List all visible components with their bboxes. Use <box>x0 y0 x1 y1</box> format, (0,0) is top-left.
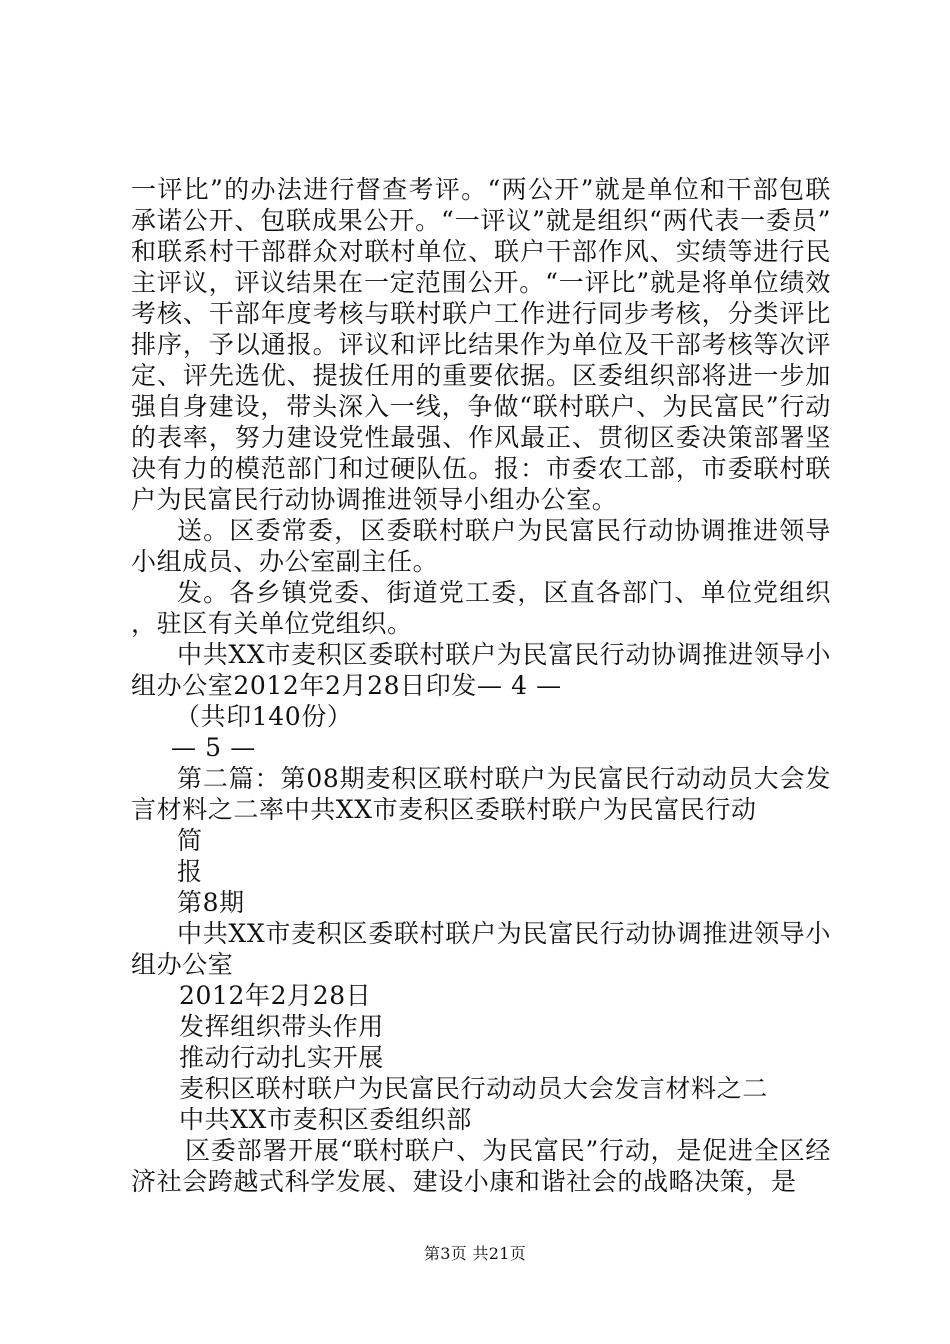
paragraph-sent-to: 送。区委常委，区委联村联户为民富民行动协调推进领导小组成员、办公室副主任。 <box>131 516 831 576</box>
paragraph-headline-2: 推动行动扎实开展 <box>179 1043 384 1072</box>
paragraph-second-article-title: 第二篇：第08期麦积区联村联户为民富民行动动员大会发言材料之二率中共XX市麦积区委联村联户为民富民行动 <box>131 764 831 824</box>
paragraph-issuing-office: 中共XX市麦积区委联村联户为民富民行动协调推进领导小组办公室 <box>131 919 831 979</box>
document-body <box>131 174 831 1197</box>
page-number-label: 第3页 共21页 <box>423 1244 527 1263</box>
page-footer <box>0 1244 950 1264</box>
paragraph-issuer-date: 中共XX市麦积区委联村联户为民富民行动协调推进领导小组办公室2012年2月28日印发— 4 — <box>131 640 831 700</box>
paragraph-evaluation-method: 一评比”的办法进行督查考评。“两公开”就是单位和干部包联承诺公开、包联成果公开。“一评议”就是组织“两代表一委员”和联系村干部群众对联村单位、联户干部作风、实绩等进行民主评议，评议结果在一定范围公开。“一评比”就是将单位绩效考核、干部年度考核与联村联户工作进行同步考核，分类评比排序，予以通报。评议和评比结果作为单位及干部考核等次评定、评先选优、提拔任用的重要依据。区委组织部将进一步加强自身建设，带头深入一线，争做“联村联户、为民富民”行动的表率，努力建设党性最强、作风最正、贯彻区委决策部署坚决有力的模范部门和过硬队伍。报：市委农工部，市委联村联户为民富民行动协调推进领导小组办公室。 <box>131 175 831 514</box>
paragraph-author: 中共XX市麦积区委组织部 <box>179 1105 472 1134</box>
paragraph-issued-to: 发。各乡镇党委、街道党工委，区直各部门、单位党组织，驻区有关单位党组织。 <box>131 578 831 638</box>
paragraph-body-start: 区委部署开展“联村联户、为民富民”行动，是促进全区经济社会跨越式科学发展、建设小康和谐社会的战略决策，是 <box>131 1136 831 1196</box>
paragraph-issue-number: 第8期 <box>177 888 245 917</box>
paragraph-subtitle: 麦积区联村联户为民富民行动动员大会发言材料之二 <box>179 1074 768 1103</box>
paragraph-page-marker: — 5 — <box>171 733 256 762</box>
paragraph-date: 2012年2月28日 <box>179 981 372 1010</box>
paragraph-brief-char-2: 报 <box>177 857 203 886</box>
paragraph-headline-1: 发挥组织带头作用 <box>179 1012 384 1041</box>
paragraph-brief-char-1: 简 <box>177 826 203 855</box>
paragraph-print-count: （共印140份） <box>175 702 353 731</box>
